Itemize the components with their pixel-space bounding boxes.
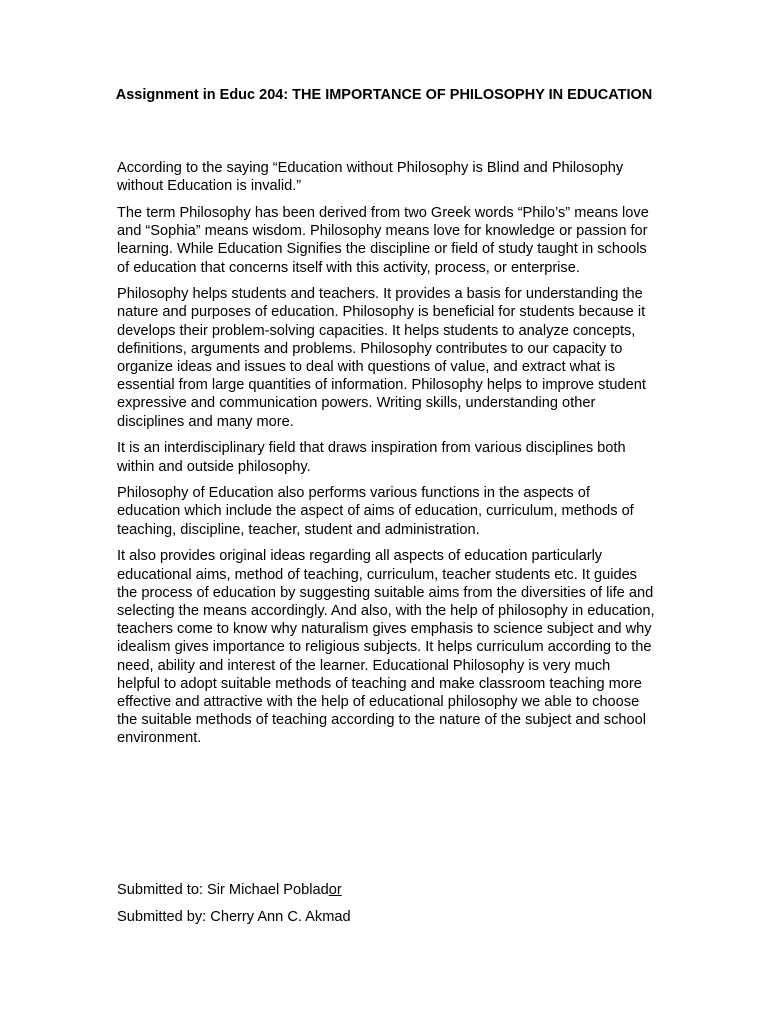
paragraph-original-ideas: It also provides original ideas regarding all aspects of education particularly educational aims, method of teaching, curriculum, teacher students etc. It guides the process of education by suggesting suitable aims from the diversities of life and selecting the means accordingly. And also, with the help of philosophy in education, teachers come to know why naturalism gives emphasis to science subject and why idealism gives importance to religious subjects. It helps curriculum according to the need, ability and interest of the learner. Educational Philosophy is very much helpful to adopt suitable methods of teaching and make classroom teaching more effective and attractive with the help of educational philosophy we able to choose the suitable methods of teaching according to the nature of the subject and school environment. [117, 548, 655, 747]
submitted-by: Submitted by: Cherry Ann C. Akmad [117, 909, 351, 925]
paragraph-benefits: Philosophy helps students and teachers. It provides a basis for understanding the nature and purposes of education. Philosophy is beneficial for students because it develops their problem-solving capacities. It helps students to analyze concepts, definitions, arguments and problems. Philosophy contributes to our capacity to organize ideas and issues to deal with questions of value, and extract what is essential from large quantities of information. Philosophy helps to improve student expressive and communication powers. Writing skills, understanding other disciplines and many more. [117, 286, 646, 430]
paragraph-functions: Philosophy of Education also performs various functions in the aspects of education which include the aspect of aims of education, curriculum, methods of teaching, discipline, teacher, student and administration. [117, 485, 634, 538]
document-body [117, 159, 655, 756]
paragraph-term-definition: The term Philosophy has been derived from two Greek words “Philo’s” means love and “Sophia” means wisdom. Philosophy means love for knowledge or passion for learning. While Education Signifies the discipline or field of study taught in schools of education that concerns itself with this activity, process, or enterprise. [117, 204, 649, 276]
submitted-to [117, 881, 342, 899]
submitted-to-underlined-tail: or [328, 882, 342, 898]
paragraph-saying: According to the saying “Education without Philosophy is Blind and Philosophy without Education is invalid.” [117, 160, 624, 195]
document-title: Assignment in Educ 204: THE IMPORTANCE OF PHILOSOPHY IN EDUCATION [115, 87, 653, 103]
paragraph-interdisciplinary: It is an interdisciplinary field that draws inspiration from various disciplines both within and outside philosophy. [117, 440, 626, 475]
submitted-to-text: Submitted to: Sir Michael Poblad [117, 882, 329, 898]
